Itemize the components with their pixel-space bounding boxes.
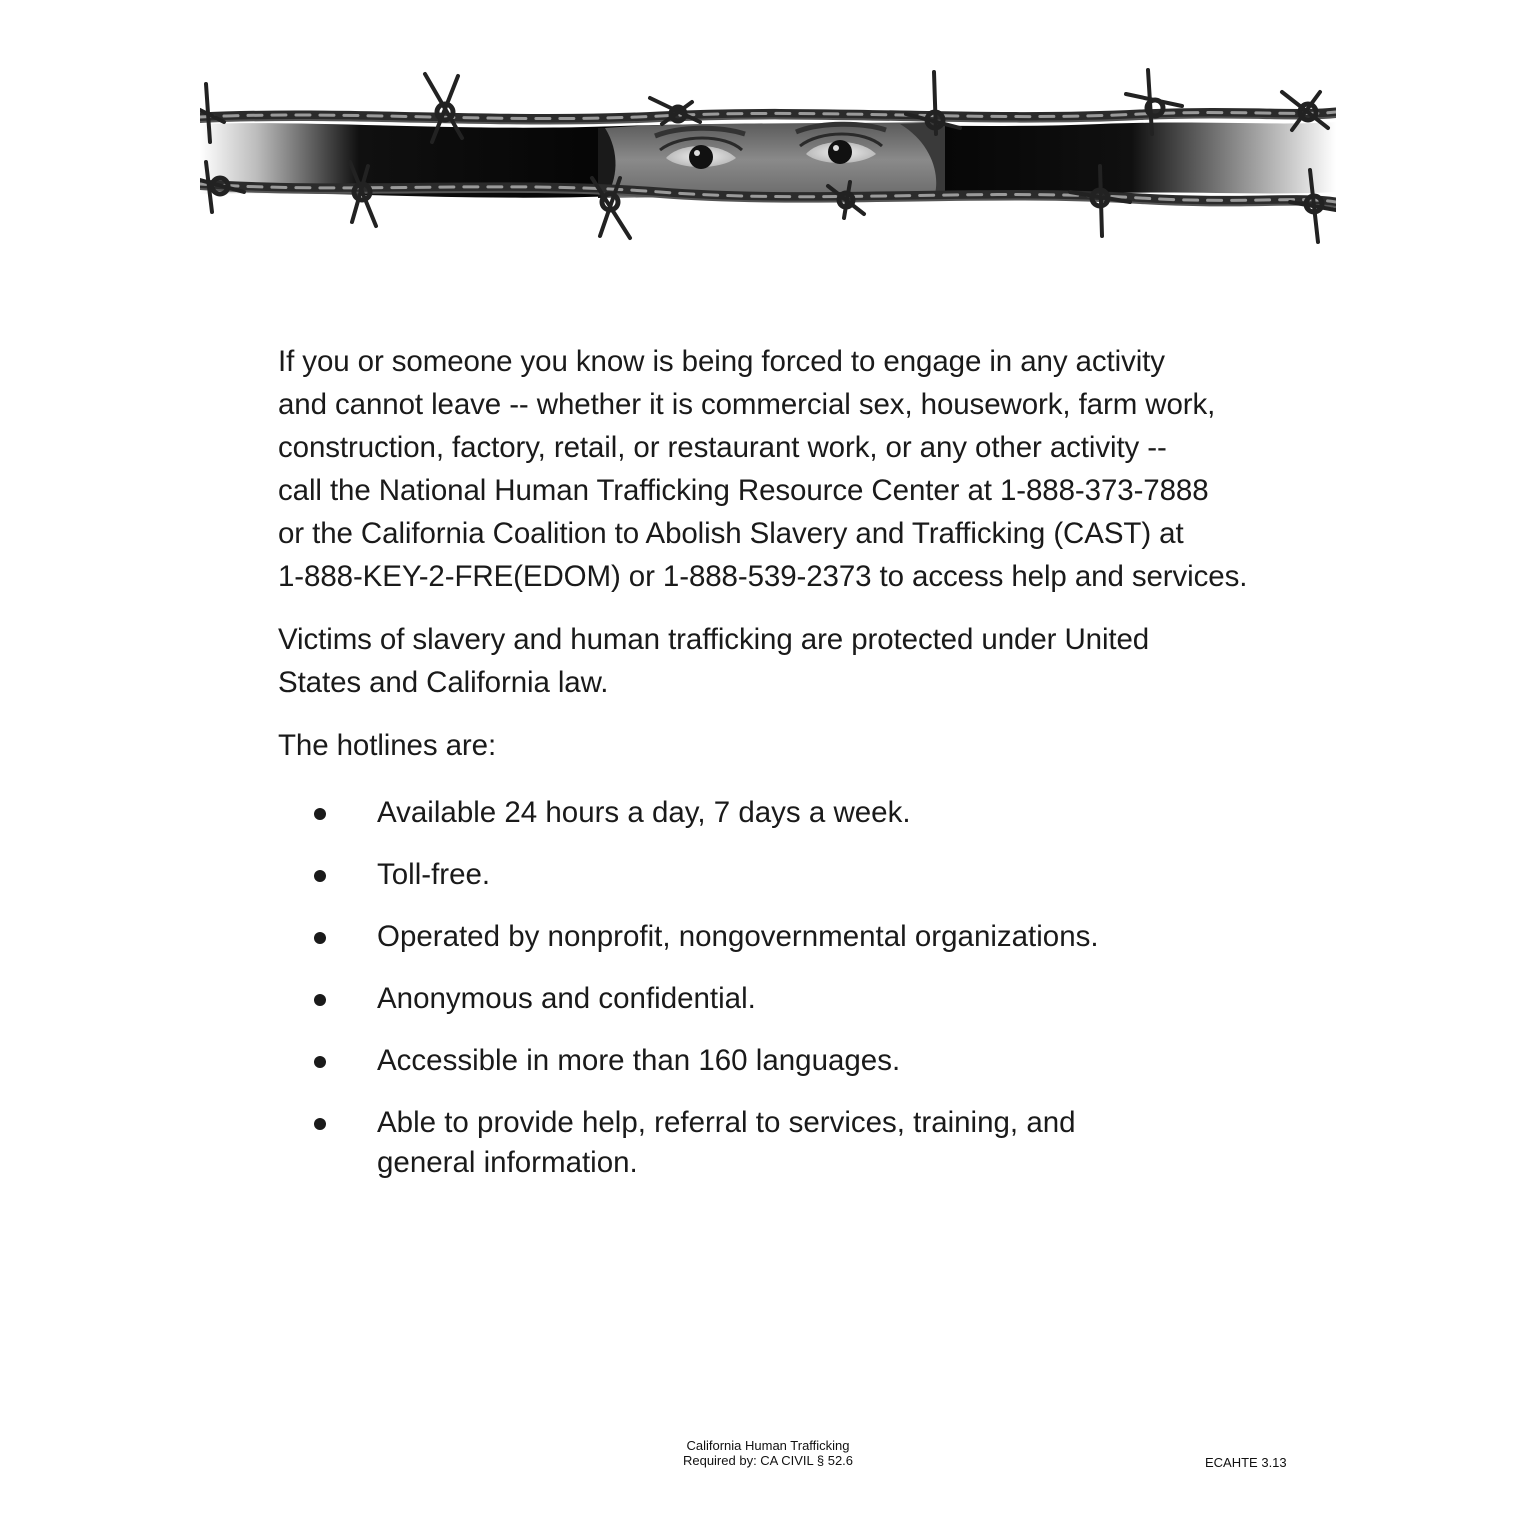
bullet-icon — [314, 994, 326, 1006]
list-item — [278, 1103, 1278, 1183]
bullet-icon — [314, 870, 326, 882]
list-item — [278, 979, 1278, 1019]
bullet-icon — [314, 1056, 326, 1068]
hotlines-heading — [278, 724, 1278, 767]
notice-body — [278, 340, 1278, 1205]
footer-title: California Human Trafficking — [686, 1438, 850, 1453]
list-item-text: Anonymous and confidential. — [377, 982, 756, 1015]
list-item — [278, 855, 1278, 895]
text-line: construction, factory, retail, or restaurant work, or any other activity -- — [278, 431, 1167, 464]
text-line: or the California Coalition to Abolish Slavery and Trafficking (CAST) at — [278, 517, 1184, 550]
text-line: The hotlines are: — [278, 729, 497, 762]
bullet-icon — [314, 932, 326, 944]
list-item-text: Toll-free. — [377, 858, 491, 891]
footer-requirement: Required by: CA CIVIL § 52.6 — [682, 1453, 854, 1468]
list-item-text: Operated by nonprofit, nongovernmental organizations. — [377, 920, 1099, 953]
bullet-icon — [314, 1118, 326, 1130]
text-line: call the National Human Trafficking Resource Center at 1-888-373-7888 — [278, 474, 1209, 507]
list-item-text: Accessible in more than 160 languages. — [377, 1044, 901, 1077]
list-item-text: Available 24 hours a day, 7 days a week. — [377, 796, 911, 829]
list-item-text: Able to provide help, referral to services, training, and — [377, 1106, 1076, 1139]
hotline-feature-list — [278, 793, 1278, 1183]
text-line: States and California law. — [278, 666, 609, 699]
list-item — [278, 1041, 1278, 1081]
bullet-icon — [314, 808, 326, 820]
protection-paragraph — [278, 618, 1278, 704]
footer-citation — [618, 1438, 918, 1468]
text-line: If you or someone you know is being forced to engage in any activity — [278, 345, 1165, 378]
list-item-text: general information. — [377, 1146, 638, 1179]
intro-paragraph — [278, 340, 1278, 598]
text-line: 1-888-KEY-2-FRE(EDOM) or 1-888-539-2373 to access help and services. — [278, 560, 1248, 593]
list-item — [278, 793, 1278, 833]
form-code: ECAHTE 3.13 — [1205, 1455, 1287, 1470]
list-item — [278, 917, 1278, 957]
barbed-wire-banner-image — [200, 62, 1336, 252]
text-line: and cannot leave -- whether it is commercial sex, housework, farm work, — [278, 388, 1216, 421]
text-line: Victims of slavery and human trafficking are protected under United — [278, 623, 1150, 656]
